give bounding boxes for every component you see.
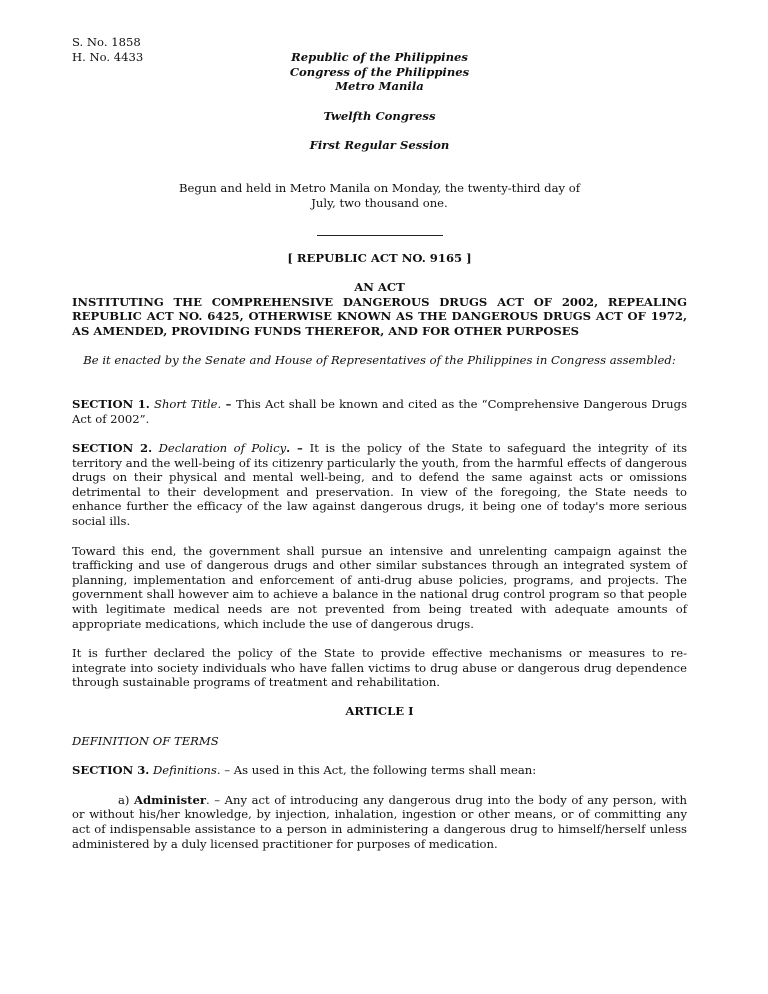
section-1-dash: – xyxy=(221,396,236,411)
section-2-text: It is the policy of the State to safeguard the integrity of its territory and the well-being of its citizenry particularly the youth, from the harmful effects of dangerous drugs on their physical and mental well-being, and to defend the same against acts or omissions detrimental to their development and preservation. In view of the foregoing, the State needs to enhance further the efficacy of the law against dangerous drugs, it being one of today's more serious social ills. xyxy=(72,441,688,529)
begun-statement xyxy=(72,181,687,210)
section-1-label: SECTION 1. xyxy=(72,396,150,411)
divider-rule xyxy=(72,235,687,236)
act-title: INSTITUTING THE COMPREHENSIVE DANGEROUS DRUGS ACT OF 2002, REPEALING REPUBLIC ACT NO. 6425, OTHERWISE KNOWN AS THE DANGEROUS DRUGS ACT OF 1972, AS AMENDED, PROVIDING FUNDS THEREFOR, AND FOR OTHER PURPOSES xyxy=(72,294,687,338)
house-number: H. No. 4433 xyxy=(72,49,144,64)
an-act-heading: AN ACT xyxy=(354,279,405,294)
session-name: First Regular Session xyxy=(309,137,450,152)
section-1-text: This Act shall be known and cited as the “Comprehensive Dangerous Drugs Act of 2002”. xyxy=(72,396,688,426)
section-2 xyxy=(72,441,687,529)
section-3-title: Definitions. xyxy=(153,763,221,778)
enacting-clause: Be it enacted by the Senate and House of Representatives of the Philippines in Congress assembled: xyxy=(83,353,676,368)
section-1 xyxy=(72,397,687,426)
congress-name: Twelfth Congress xyxy=(323,108,436,123)
definition-a xyxy=(72,793,687,851)
section-2-label: SECTION 2. xyxy=(72,441,153,456)
header-congress: Congress of the Philippines xyxy=(289,64,470,79)
section-3-label: SECTION 3. xyxy=(72,763,150,778)
header-republic: Republic of the Philippines xyxy=(291,50,468,65)
begun-line-1: Begun and held in Metro Manila on Monday, the twenty-third day of xyxy=(179,181,580,196)
act-number: [ REPUBLIC ACT NO. 9165 ] xyxy=(287,251,472,266)
section-2-dash: . – xyxy=(286,441,310,456)
section-2-title: Declaration of Policy xyxy=(158,441,287,456)
section-3 xyxy=(72,763,687,778)
senate-number: S. No. 1858 xyxy=(72,35,141,49)
paragraph-further: It is further declared the policy of the State to provide effective mechanisms or measures to re-integrate into society individuals who have fallen victims to drug abuse or dangerous drug dependence through sustainable programs of treatment and rehabilitation. xyxy=(72,646,687,690)
definition-a-term: Administer xyxy=(134,792,206,807)
header-block xyxy=(72,50,687,94)
header-location: Metro Manila xyxy=(335,79,424,94)
section-3-text: – As used in this Act, the following terms shall mean: xyxy=(220,763,537,778)
definition-a-prefix: a) xyxy=(118,792,135,807)
document-page xyxy=(72,35,687,851)
definition-a-text: . – Any act of introducing any dangerous drug into the body of any person, with or without his/her knowledge, by injection, inhalation, ingestion or other means, or of committing any act of indispensable assistance to a person in administering a dangerous drug to himself/herself unless administered by a duly licensed practitioner for purposes of medication. xyxy=(72,792,687,851)
paragraph-toward: Toward this end, the government shall pursue an intensive and unrelenting campaign against the trafficking and use of dangerous drugs and other similar substances through an integrated system of planning, implementation and enforcement of anti-drug abuse policies, programs, and projects. The government shall however aim to achieve a balance in the national drug control program so that people with legitimate medical needs are not prevented from being treated with adequate amounts of appropriate medications, which include the use of dangerous drugs. xyxy=(72,543,687,631)
section-1-title: Short Title. xyxy=(154,396,222,411)
article-subheading: DEFINITION OF TERMS xyxy=(72,733,219,748)
article-heading: ARTICLE I xyxy=(345,704,414,718)
begun-line-2: July, two thousand one. xyxy=(311,195,448,210)
